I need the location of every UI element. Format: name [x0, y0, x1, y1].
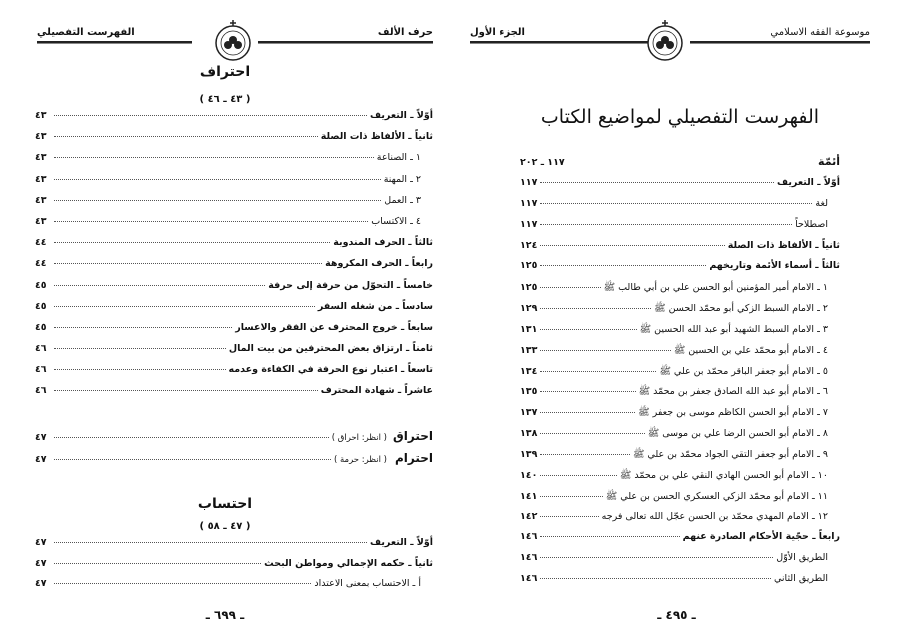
toc-label: ٢ ـ المهنة [383, 173, 421, 185]
toc-row [520, 552, 840, 573]
cross-reference-row [35, 451, 433, 473]
dot-leader [54, 306, 315, 307]
toc-label: رابعاً ـ حجّية الأحكام الصادرة عنهم [682, 531, 840, 543]
toc-row [520, 573, 840, 594]
dot-leader [54, 242, 330, 243]
toc-page-number: ١١٧ [520, 177, 538, 188]
dot-leader [54, 221, 368, 222]
toc-row [35, 537, 433, 558]
toc-row [35, 216, 433, 237]
dot-leader [540, 496, 602, 497]
toc-page-number: ١٤٠ [520, 469, 538, 481]
toc-label: الطريق الثاني [773, 573, 828, 585]
toc-page-number: ١٣٧ [520, 407, 538, 419]
toc-row [520, 531, 840, 552]
dot-leader [540, 203, 812, 204]
dot-leader [540, 516, 598, 517]
toc-page-number: ١٢٥ [520, 260, 538, 272]
toc-label: ٣ ـ الامام السبط الشهيد أبو عبد الله الحسين ﷺ [639, 323, 828, 335]
toc-page-number: ١٤٦ [520, 573, 538, 585]
cross-reference-term: احترام [394, 451, 433, 465]
dot-leader [540, 475, 617, 476]
toc-label: ٥ ـ الامام أبو جعفر الباقر محمّد بن علي ﷺ [659, 365, 828, 377]
toc-label: رابعاً ـ الحرف المكروهة [325, 258, 433, 270]
dot-leader [540, 433, 644, 434]
toc-row [35, 385, 433, 406]
toc-page-number: ٤٣ [35, 131, 47, 143]
entry-label: أئمّة [818, 155, 840, 168]
toc-row [520, 281, 840, 302]
toc-row [35, 131, 433, 152]
toc-page-number: ٤٦ [35, 385, 47, 397]
page-number: ـ ٤٩٥ ـ [657, 608, 696, 622]
dot-leader [54, 563, 261, 564]
dot-leader [54, 327, 232, 328]
toc-page-number: ١٣٣ [520, 344, 538, 356]
toc-row [520, 448, 840, 469]
toc-row [520, 365, 840, 386]
toc-label: ثانياً ـ الألفاظ ذات الصلة [320, 131, 433, 143]
toc-page-number: ٤٣ [35, 173, 47, 185]
dot-leader [540, 454, 630, 455]
toc-label: ٩ ـ الامام أبو جعفر التقي الجواد محمّد بن علي ﷺ [632, 448, 828, 460]
dot-leader [54, 115, 367, 116]
toc-page-number: ١٣٩ [520, 448, 538, 460]
header-rule [690, 41, 870, 44]
toc-label: ٨ ـ الامام أبو الحسن الرضا علي بن موسى ﷺ [647, 428, 828, 440]
dot-leader [540, 224, 792, 225]
toc-label: ٤ ـ الاكتساب [371, 215, 421, 227]
toc-label: أ ـ الاحتساب بمعنى الاعتداد [314, 578, 421, 589]
toc-list [35, 110, 433, 407]
toc-page-number: ١٢٤ [520, 239, 538, 251]
dot-leader [54, 263, 322, 264]
header-index-title: الفهرست التفصيلي [37, 27, 135, 38]
toc-label: خامساً ـ التحوّل من حرفة إلى حرفة [268, 279, 433, 291]
dot-leader [540, 245, 724, 246]
toc-label: أوّلاً ـ التعريف [777, 177, 840, 188]
dot-leader [54, 136, 318, 137]
header-rule [37, 41, 192, 44]
toc-page-number: ١١٧ [520, 197, 538, 209]
toc-page-number: ٤٤ [35, 258, 47, 270]
toc-page-number: ٤٧ [35, 454, 47, 465]
dot-leader [540, 578, 771, 579]
toc-page-number: ٤٣ [35, 110, 47, 121]
toc-label: ١٠ ـ الامام أبو الحسن الهادي النقي علي بن محمّد ﷺ [619, 469, 828, 481]
toc-page-number: ١١٧ [520, 218, 538, 230]
toc-row [520, 490, 840, 511]
toc-label: ١١ ـ الامام أبو محمّد الزكي العسكري الحسن بن علي ﷺ [605, 490, 828, 502]
dot-leader [540, 287, 600, 288]
emblem-icon [645, 18, 685, 64]
toc-page-number: ١٣٨ [520, 428, 538, 440]
toc-row [520, 406, 840, 427]
toc-page-number: ١٤٦ [520, 531, 538, 543]
toc-label: سابعاً ـ خروج المحترف عن الفقر والاعسار [235, 321, 433, 333]
dot-leader [540, 371, 656, 372]
toc-row [35, 195, 433, 216]
toc-label: ١٢ ـ الامام المهدي محمّد بن الحسن عجّل الله تعالى فرجه [601, 510, 828, 522]
header-rule [258, 41, 433, 44]
dot-leader [54, 583, 311, 584]
toc-label: عاشراً ـ شهادة المحترف [320, 385, 433, 397]
toc-row [35, 280, 433, 301]
toc-page-number: ٤٧ [35, 432, 47, 443]
cross-reference-row [35, 429, 433, 451]
toc-page-number: ٤٣ [35, 194, 47, 206]
dot-leader [540, 308, 651, 309]
dot-leader [540, 182, 774, 183]
dot-leader [54, 285, 265, 286]
toc-label: ثالثاً ـ أسماء الأئمة وتاريخهم [709, 260, 840, 272]
toc-row [35, 343, 433, 364]
toc-page-number: ٤٤ [35, 237, 47, 249]
toc-row [520, 219, 840, 240]
toc-row [520, 240, 840, 261]
dot-leader [540, 329, 636, 330]
toc-row [35, 174, 433, 195]
toc-label: ١ ـ الامام أمير المؤمنين أبو الحسن علي بن أبي طالب ﷺ [603, 282, 828, 294]
toc-label: لغة [815, 197, 828, 209]
toc-page-number: ٤٥ [35, 300, 47, 312]
dot-leader [54, 390, 318, 391]
toc-label: ثانياً ـ الألفاظ ذات الصلة [727, 239, 840, 251]
header-rule [470, 41, 653, 44]
toc-label: اصطلاحاً [795, 218, 828, 230]
toc-page-number: ٤٣ [35, 215, 47, 227]
toc-page-number: ١٣٥ [520, 386, 538, 398]
header-volume: الجزء الأول [470, 27, 525, 38]
toc-page-number: ٤٦ [35, 343, 47, 355]
dot-leader [540, 412, 635, 413]
toc-row [35, 237, 433, 258]
dot-leader [540, 265, 706, 266]
toc-label: ٢ ـ الامام السبط الزكي أبو محمّد الحسن ﷺ [654, 303, 828, 315]
toc-row [520, 177, 840, 198]
cross-reference-note: ( انظر: حرمة ) [333, 455, 387, 465]
toc-label: ثامناً ـ ارتزاق بعض المحترفين من بيت المال [228, 343, 433, 355]
toc-page-number: ٤٥ [35, 279, 47, 291]
toc-row [520, 198, 840, 219]
toc-row [35, 364, 433, 385]
entry-range: ١١٧ ـ ٢٠٢ [520, 157, 565, 168]
section-range: ( ٤٣ ـ ٤٦ ) [199, 94, 251, 105]
cross-reference-term: احتراق [393, 429, 433, 443]
toc-row [35, 110, 433, 131]
toc-page-number: ١٤٢ [520, 510, 538, 522]
toc-row [35, 558, 433, 579]
toc-row [520, 260, 840, 281]
toc-label: ثالثاً ـ الحرف المندوبة [333, 237, 433, 249]
toc-row [520, 427, 840, 448]
toc-page-number: ٤٧ [35, 557, 47, 569]
toc-label: ثانياً ـ حكمه الإجمالي ومواطن البحث [264, 557, 433, 569]
section-title: احتساب [197, 496, 253, 512]
toc-row [520, 511, 840, 532]
toc-label: تاسعاً ـ اعتبار نوع الحرفة في الكفاءة وعدمه [228, 364, 433, 376]
toc-page-number: ٤٦ [35, 364, 47, 376]
header-book-title: موسوعة الفقه الاسلامي [770, 27, 870, 38]
dot-leader [54, 157, 374, 158]
toc-page-number: ١٣١ [520, 323, 538, 335]
toc-label: سادساً ـ من شغله السفر [317, 300, 433, 312]
toc-label: أوّلاً ـ التعريف [370, 110, 433, 121]
toc-page-number: ٤٥ [35, 321, 47, 333]
cross-reference-note: ( انظر: احراق ) [331, 433, 387, 443]
toc-page-number: ٤٧ [35, 537, 47, 548]
dot-leader [540, 557, 773, 558]
dot-leader [54, 437, 329, 438]
dot-leader [54, 542, 367, 543]
right-page [450, 0, 903, 639]
toc-label: ٧ ـ الامام أبو الحسن الكاظم موسى بن جعفر ﷺ [638, 407, 828, 419]
section-range: ( ٤٧ ـ ٥٨ ) [199, 521, 251, 532]
toc-label: أوّلاً ـ التعريف [370, 537, 433, 548]
dot-leader [540, 536, 679, 537]
toc-row [520, 302, 840, 323]
toc-page-number: ٤٧ [35, 578, 47, 589]
toc-row [35, 578, 433, 599]
cross-reference-list [35, 429, 433, 473]
left-page [0, 0, 450, 639]
dot-leader [54, 348, 226, 349]
toc-page-number: ١٣٤ [520, 365, 538, 377]
toc-row [35, 152, 433, 173]
toc-label: ٣ ـ العمل [384, 194, 421, 206]
dot-leader [540, 350, 670, 351]
toc-list [35, 537, 433, 599]
toc-label: الطريق الأوّل [776, 552, 828, 564]
page-title: الفهرست التفصيلي لمواضيع الكتاب [540, 106, 820, 128]
dot-leader [54, 179, 381, 180]
dot-leader [54, 200, 381, 201]
dot-leader [54, 369, 226, 370]
toc-entry-heading [520, 155, 840, 176]
toc-label: ١ ـ الصناعة [376, 152, 421, 164]
toc-row [35, 301, 433, 322]
toc-row [35, 322, 433, 343]
toc-row [520, 344, 840, 365]
toc-page-number: ١٢٥ [520, 282, 538, 294]
toc-label: ٦ ـ الامام أبو عبد الله الصادق جعفر بن محمّد ﷺ [638, 386, 828, 398]
toc-page-number: ١٢٩ [520, 303, 538, 315]
toc-list [520, 177, 840, 594]
toc-page-number: ١٤١ [520, 490, 538, 502]
toc-page-number: ١٤٦ [520, 552, 538, 564]
emblem-icon [213, 18, 253, 64]
toc-page-number: ٤٣ [35, 152, 47, 164]
toc-row [520, 385, 840, 406]
dot-leader [54, 459, 331, 460]
toc-row [520, 323, 840, 344]
toc-row [35, 258, 433, 279]
header-chapter: حرف الألف [377, 27, 433, 38]
dot-leader [540, 391, 635, 392]
toc-label: ٤ ـ الامام أبو محمّد علي بن الحسين ﷺ [673, 344, 828, 356]
section-title: احتراف [199, 64, 251, 80]
page-number: ـ ٦٩٩ ـ [205, 608, 245, 622]
toc-row [520, 469, 840, 490]
